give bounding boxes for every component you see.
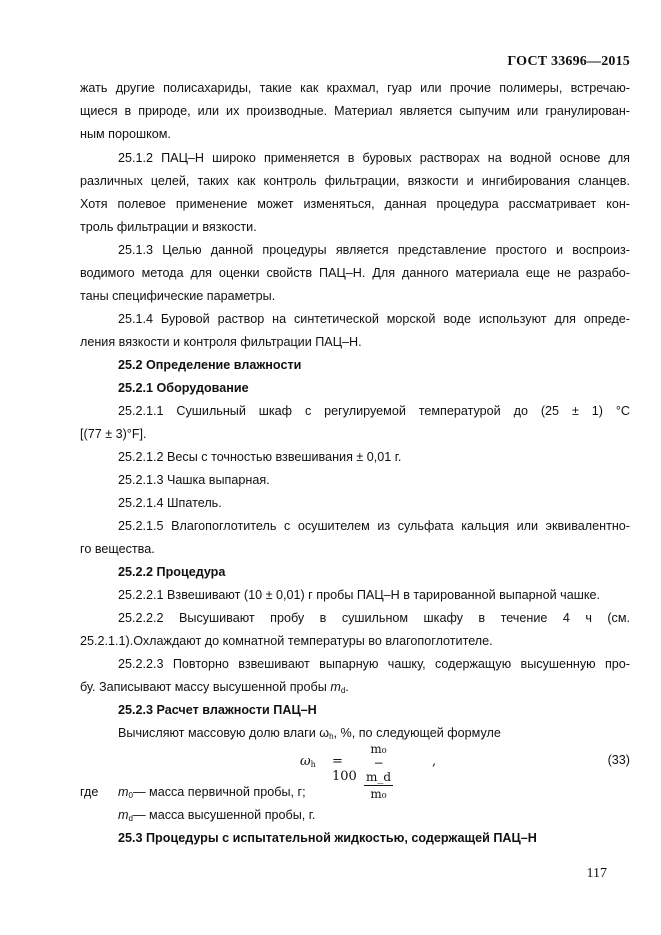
- text-line: ным порошком.: [80, 127, 171, 141]
- text-line: [118, 725, 501, 743]
- text-line: 25.1.3 Целью данной процедуры является представление простого и воспроиз-: [118, 243, 630, 257]
- text-line: 25.2.1.3 Чашка выпарная.: [118, 473, 270, 487]
- page-number: 117: [586, 866, 607, 881]
- text-line: 25.2.1.2 Весы с точностью взвешивания ± 0,01 г.: [118, 450, 402, 464]
- text-line: 25.2.2.3 Повторно взвешивают выпарную чашку, содержащую высушенную про-: [118, 657, 630, 671]
- fraction-denominator: m₀: [370, 787, 387, 801]
- where-label: где: [80, 785, 99, 799]
- text-line: различных целей, таких как контроль фильтрации, вязкости и ингибирования сланцев.: [80, 174, 630, 188]
- definition-md: $m_d—$ масса высушенной пробы, г.: [118, 808, 316, 823]
- section-heading: 25.3 Процедуры с испытательной жидкостью, содержащей ПАЦ–Н: [118, 831, 537, 845]
- text-line: водимого метода для оценки свойств ПАЦ–Н. Для данного материала еще не разрабо-: [80, 266, 630, 280]
- text-line: 25.2.1.1).Охлаждают до комнатной температуры во влагопоглотителе.: [80, 634, 493, 648]
- symbol-md: m: [330, 680, 341, 694]
- section-heading: 25.2.1 Оборудование: [118, 381, 249, 395]
- formula-fraction: [364, 742, 393, 801]
- section-heading: 25.2 Определение влажности: [118, 358, 302, 372]
- text-line: 25.2.1.1 Сушильный шкаф с регулируемой температурой до (25 ± 1) °С: [118, 404, 630, 418]
- symbol-md-subscript: d: [340, 686, 346, 695]
- text-line: Хотя полевое применение может изменяться, данная процедура рассматривает кон-: [80, 197, 630, 211]
- equation-number: (33): [607, 753, 630, 767]
- formula-comma: ,: [432, 754, 437, 769]
- text-fragment: , %, по следующей формуле: [333, 726, 501, 740]
- omega-subscript: h: [329, 732, 334, 741]
- text-line: 25.1.4 Буровой раствор на синтетической морской воде используют для опреде-: [118, 312, 630, 326]
- formula-lhs: $\omega_h$: [300, 754, 316, 769]
- text-line: [(77 ± 3)°F].: [80, 427, 147, 441]
- text-fragment: Вычисляют массовую долю влаги ω: [118, 726, 330, 740]
- section-heading: 25.2.2 Процедура: [118, 565, 226, 579]
- text-line: щиеся в природе, или их производные. Материал является сыпучим или гранулирован-: [80, 104, 630, 118]
- section-heading: 25.2.3 Расчет влажности ПАЦ–Н: [118, 703, 317, 717]
- text-line: [80, 679, 630, 697]
- text-line: го вещества.: [80, 542, 155, 556]
- text-line: жать другие полисахариды, такие как крахмал, гуар или прочие полимеры, встречаю-: [80, 81, 630, 95]
- text-line: 25.2.2.1 Взвешивают (10 ± 0,01) г пробы ПАЦ–Н в тарированной выпарной чашке.: [118, 588, 600, 602]
- text-line: таны специфические параметры.: [80, 289, 276, 303]
- text-line: 25.2.2.2 Высушивают пробу в сушильном шкафу в течение 4 ч (см.: [118, 611, 630, 625]
- fraction-numerator: m₀ − m_d: [366, 742, 392, 784]
- definition-m0: $m_0—$ масса первичной пробы, г;: [118, 785, 306, 800]
- text-line: 25.2.1.4 Шпатель.: [118, 496, 222, 510]
- period: .: [345, 680, 349, 694]
- text-fragment: бу. Записывают массу высушенной пробы: [80, 680, 331, 694]
- fraction-bar: [364, 785, 393, 786]
- text-line: 25.2.1.5 Влагопоглотитель с осушителем из сульфата кальция или эквивалентно-: [118, 519, 630, 533]
- standard-header: ГОСТ 33696—2015: [507, 54, 630, 69]
- formula-coefficient: = 100: [332, 754, 357, 784]
- text-line: троль фильтрации и вязкости.: [80, 220, 257, 234]
- text-line: 25.1.2 ПАЦ–Н широко применяется в буровых растворах на водной основе для: [118, 151, 630, 165]
- text-line: ления вязкости и контроля фильтрации ПАЦ–Н.: [80, 335, 362, 349]
